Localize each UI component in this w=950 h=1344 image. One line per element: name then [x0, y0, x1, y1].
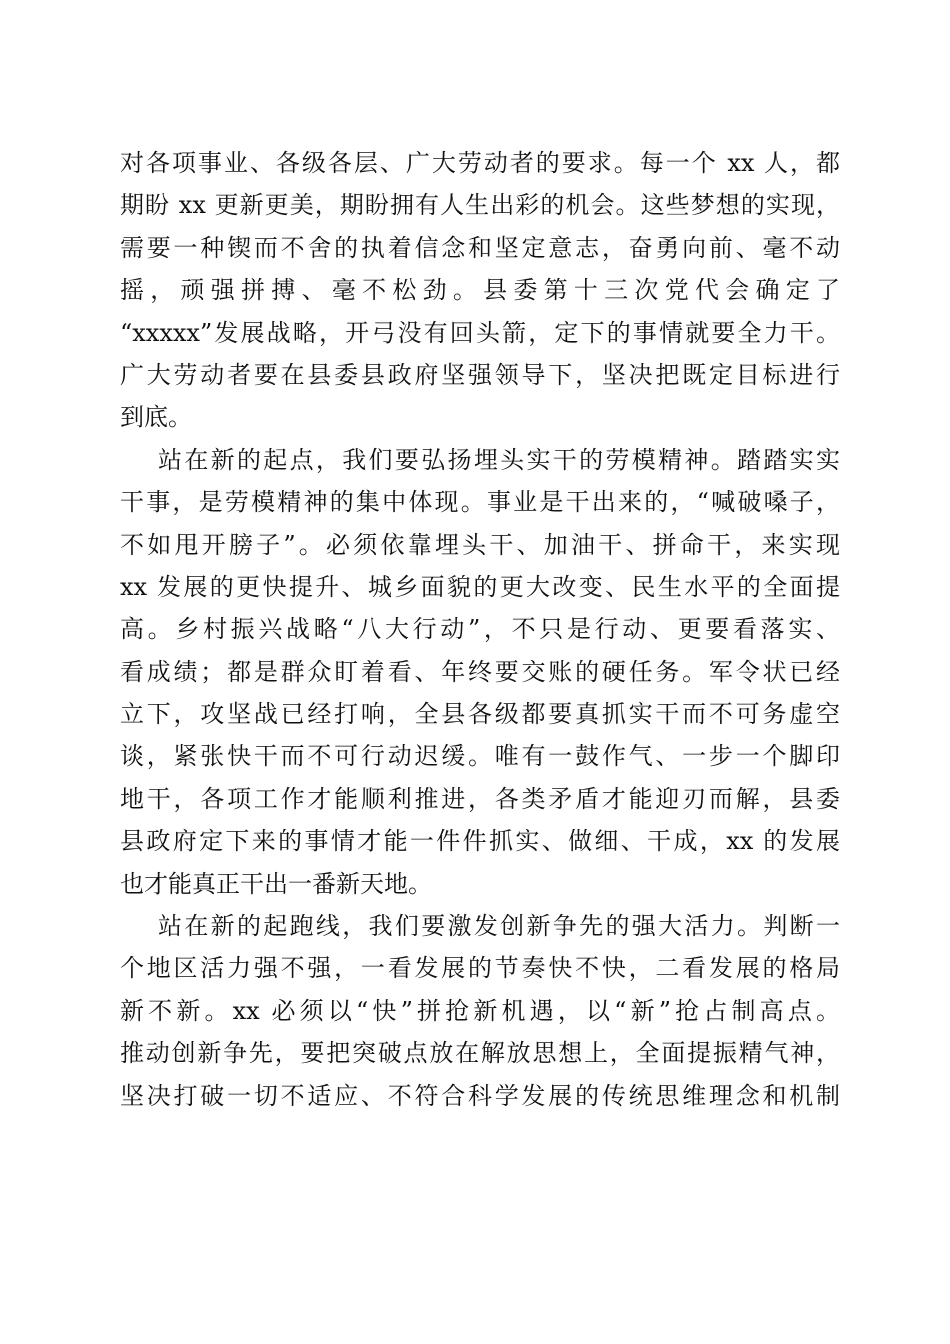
text-line: 高。乡村振兴战略“八大行动”，不只是行动、更要看落实、 — [120, 615, 840, 644]
text-line: 谈，紧张快干而不可行动迟缓。唯有一鼓作气、一步一个脚印 — [120, 742, 840, 771]
text-line: 站在新的起点，我们要弘扬埋头实干的劳模精神。踏踏实实 — [158, 445, 840, 474]
text-line: 县政府定下来的事情才能一件件抓实、做细、干成，xx 的发展 — [120, 827, 840, 856]
text-line: 看成绩；都是群众盯着看、年终要交账的硬任务。军令状已经 — [120, 657, 840, 686]
text-line: “xxxxx”发展战略，开弓没有回头箭，定下的事情就要全力干。 — [120, 318, 840, 347]
text-line: 到底。 — [120, 403, 192, 432]
text-line: xx 发展的更快提升、城乡面貌的更大改变、民生水平的全面提 — [120, 572, 840, 601]
text-line: 推动创新争先，要把突破点放在解放思想上，全面提振精气神， — [120, 1039, 840, 1068]
text-line: 广大劳动者要在县委县政府坚强领导下，坚决把既定目标进行 — [120, 360, 840, 389]
text-line: 地干，各项工作才能顺利推进，各类矛盾才能迎刃而解，县委 — [120, 784, 840, 813]
text-line: 不如甩开膀子”。必须依靠埋头干、加油干、拼命干，来实现 — [120, 530, 840, 559]
text-line: 对各项事业、各级各层、广大劳动者的要求。每一个 xx 人，都 — [120, 149, 840, 177]
text-line: 站在新的起跑线，我们要激发创新争先的强大活力。判断一 — [158, 912, 840, 941]
text-line: 新不新。xx 必须以“快”拼抢新机遇，以“新”抢占制高点。 — [120, 996, 840, 1025]
text-line: 期盼 xx 更新更美，期盼拥有人生出彩的机会。这些梦想的实现， — [120, 191, 840, 220]
text-line: 摇，顽强拼搏、毫不松劲。县委第十三次党代会确定了 — [120, 276, 840, 305]
text-line: 个地区活力强不强，一看发展的节奏快不快，二看发展的格局 — [120, 954, 840, 983]
text-line: 需要一种锲而不舍的执着信念和坚定意志，奋勇向前、毫不动 — [120, 233, 840, 262]
text-line: 立下，攻坚战已经打响，全县各级都要真抓实干而不可务虚空 — [120, 700, 840, 729]
body-text — [120, 142, 840, 1117]
text-line: 坚决打破一切不适应、不符合科学发展的传统思维理念和机制 — [120, 1081, 840, 1110]
text-line: 干事，是劳模精神的集中体现。事业是干出来的，“喊破嗓子， — [120, 488, 840, 517]
text-line: 也才能真正干出一番新天地。 — [120, 869, 432, 898]
